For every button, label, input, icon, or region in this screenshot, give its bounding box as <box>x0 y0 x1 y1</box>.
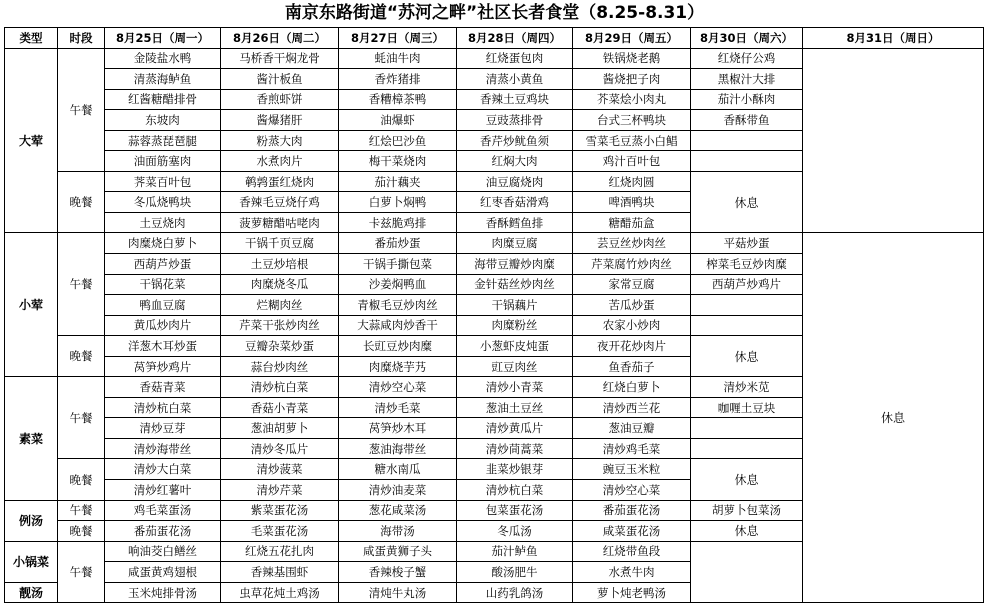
dish-cell: 紫菜蛋花汤 <box>221 500 339 521</box>
dish-cell: 清炒小青菜 <box>457 377 573 398</box>
dish-cell <box>691 418 803 439</box>
dish-cell: 金陵盐水鸭 <box>105 48 221 69</box>
dish-cell: 山药乳鸽汤 <box>457 582 573 603</box>
dish-cell: 蒜蓉蒸琵琶腿 <box>105 130 221 151</box>
dish-cell: 菠萝糖醋咕咾肉 <box>221 212 339 233</box>
dish-cell: 水煮肉片 <box>221 151 339 172</box>
dish-cell: 清炒海带丝 <box>105 438 221 459</box>
rest-cell: 休息 <box>691 521 803 542</box>
category-cell: 大荤 <box>5 48 58 233</box>
dish-cell: 干锅藕片 <box>457 295 573 316</box>
column-header: 8月29日（周五） <box>573 28 691 49</box>
dish-cell: 萝卜炖老鸭汤 <box>573 582 691 603</box>
dish-cell: 清蒸小黄鱼 <box>457 69 573 90</box>
dish-cell: 鸡毛菜蛋汤 <box>105 500 221 521</box>
dish-cell: 香辣土豆鸡块 <box>457 89 573 110</box>
column-header: 8月25日（周一） <box>105 28 221 49</box>
column-header: 时段 <box>58 28 105 49</box>
dish-cell: 水煮牛肉 <box>573 562 691 583</box>
meal-period-cell: 午餐 <box>58 500 105 521</box>
table-row <box>5 28 984 49</box>
dish-cell: 荠菜百叶包 <box>105 171 221 192</box>
dish-cell: 芹菜腐竹炒肉丝 <box>573 254 691 275</box>
dish-cell: 苦瓜炒蛋 <box>573 295 691 316</box>
dish-cell: 清炒茼蒿菜 <box>457 438 573 459</box>
dish-cell: 清炒毛菜 <box>339 397 457 418</box>
dish-cell: 清炒油麦菜 <box>339 480 457 501</box>
dish-cell: 红烧白萝卜 <box>573 377 691 398</box>
table-row <box>5 48 984 69</box>
dish-cell: 葱油豆瓣 <box>573 418 691 439</box>
dish-cell <box>691 315 803 336</box>
meal-period-cell: 午餐 <box>58 541 105 603</box>
dish-cell: 香煎虾饼 <box>221 89 339 110</box>
dish-cell: 鸡汁百叶包 <box>573 151 691 172</box>
dish-cell: 清炒空心菜 <box>573 480 691 501</box>
dish-cell: 干锅手撕包菜 <box>339 254 457 275</box>
dish-cell: 葱油土豆丝 <box>457 397 573 418</box>
dish-cell: 海带豆瓣炒肉糜 <box>457 254 573 275</box>
dish-cell: 黄瓜炒肉片 <box>105 315 221 336</box>
category-cell: 小锅菜 <box>5 541 58 582</box>
dish-cell: 沙姜焖鸭血 <box>339 274 457 295</box>
dish-cell: 干锅花菜 <box>105 274 221 295</box>
dish-cell: 平菇炒蛋 <box>691 233 803 254</box>
dish-cell: 梅干菜烧肉 <box>339 151 457 172</box>
column-header: 8月26日（周二） <box>221 28 339 49</box>
dish-cell: 咖喱土豆块 <box>691 397 803 418</box>
dish-cell: 肉糜烧白萝卜 <box>105 233 221 254</box>
dish-cell: 卡兹脆鸡排 <box>339 212 457 233</box>
table-row <box>5 233 984 254</box>
dish-cell: 胡萝卜包菜汤 <box>691 500 803 521</box>
category-cell: 例汤 <box>5 500 58 541</box>
dish-cell: 清炒红薯叶 <box>105 480 221 501</box>
dish-cell <box>691 130 803 151</box>
dish-cell: 红烩巴沙鱼 <box>339 130 457 151</box>
meal-period-cell: 午餐 <box>58 48 105 171</box>
dish-cell: 莴笋炒木耳 <box>339 418 457 439</box>
dish-cell: 芸豆丝炒肉丝 <box>573 233 691 254</box>
dish-cell: 糖醋茄盒 <box>573 212 691 233</box>
dish-cell: 榨菜毛豆炒肉糜 <box>691 254 803 275</box>
dish-cell: 香芹炒鱿鱼须 <box>457 130 573 151</box>
dish-cell: 番茄蛋花汤 <box>573 500 691 521</box>
dish-cell: 糖水南瓜 <box>339 459 457 480</box>
column-header: 类型 <box>5 28 58 49</box>
dish-cell: 黑椒汁大排 <box>691 69 803 90</box>
dish-cell: 香菇小青菜 <box>221 397 339 418</box>
dish-cell: 鱼香茄子 <box>573 356 691 377</box>
dish-cell: 酱汁板鱼 <box>221 69 339 90</box>
dish-cell: 清炒鸡毛菜 <box>573 438 691 459</box>
category-cell: 靓汤 <box>5 582 58 603</box>
dish-cell: 干锅千页豆腐 <box>221 233 339 254</box>
dish-cell: 清炒西兰花 <box>573 397 691 418</box>
dish-cell: 清蒸海鲈鱼 <box>105 69 221 90</box>
dish-cell: 肉糜粉丝 <box>457 315 573 336</box>
dish-cell <box>691 295 803 316</box>
dish-cell: 白萝卜焖鸭 <box>339 192 457 213</box>
dish-cell: 香炸猪排 <box>339 69 457 90</box>
dish-cell: 茄汁鲈鱼 <box>457 541 573 562</box>
dish-cell: 雪菜毛豆蒸小白鲳 <box>573 130 691 151</box>
meal-period-cell: 晚餐 <box>58 459 105 500</box>
dish-cell: 清炒杭白菜 <box>457 480 573 501</box>
dish-cell: 响油茭白鳝丝 <box>105 541 221 562</box>
rest-cell: 休息 <box>691 171 803 233</box>
category-cell: 小荤 <box>5 233 58 377</box>
dish-cell: 油面筋塞肉 <box>105 151 221 172</box>
dish-cell: 芹菜干张炒肉丝 <box>221 315 339 336</box>
dish-cell: 清炒芹菜 <box>221 480 339 501</box>
dish-cell: 清炒菠菜 <box>221 459 339 480</box>
dish-cell: 西葫芦炒蛋 <box>105 254 221 275</box>
dish-cell: 马桥香干焖龙骨 <box>221 48 339 69</box>
dish-cell: 金针菇丝炒肉丝 <box>457 274 573 295</box>
dish-cell: 家常豆腐 <box>573 274 691 295</box>
dish-cell: 豆瓣杂菜炒蛋 <box>221 336 339 357</box>
dish-cell <box>691 438 803 459</box>
dish-cell: 油爆虾 <box>339 110 457 131</box>
dish-cell: 红烧带鱼段 <box>573 541 691 562</box>
dish-cell: 青椒毛豆炒肉丝 <box>339 295 457 316</box>
dish-cell: 香辣毛豆烧仔鸡 <box>221 192 339 213</box>
dish-cell: 夜开花炒肉片 <box>573 336 691 357</box>
dish-cell: 清炖牛丸汤 <box>339 582 457 603</box>
dish-cell: 肉糜豆腐 <box>457 233 573 254</box>
dish-cell: 清炒冬瓜片 <box>221 438 339 459</box>
dish-cell: 茄汁藕夹 <box>339 171 457 192</box>
dish-cell: 蚝油牛肉 <box>339 48 457 69</box>
column-header: 8月30日（周六） <box>691 28 803 49</box>
dish-cell: 土豆烧肉 <box>105 212 221 233</box>
dish-cell: 番茄蛋花汤 <box>105 521 221 542</box>
dish-cell: 葱油胡萝卜 <box>221 418 339 439</box>
dish-cell: 铁锅烧老鹅 <box>573 48 691 69</box>
dish-cell: 香酥带鱼 <box>691 110 803 131</box>
rest-cell: 休息 <box>691 459 803 500</box>
dish-cell: 冬瓜汤 <box>457 521 573 542</box>
dish-cell: 豌豆玉米粒 <box>573 459 691 480</box>
dish-cell: 香糟樟茶鸭 <box>339 89 457 110</box>
dish-cell: 小葱虾皮炖蛋 <box>457 336 573 357</box>
empty-cell <box>691 541 803 603</box>
category-cell: 素菜 <box>5 377 58 500</box>
dish-cell: 豆豉蒸排骨 <box>457 110 573 131</box>
dish-cell: 清炒杭白菜 <box>105 397 221 418</box>
meal-period-cell: 晚餐 <box>58 171 105 233</box>
meal-period-cell: 午餐 <box>58 377 105 459</box>
dish-cell: 农家小炒肉 <box>573 315 691 336</box>
sunday-rest-cell: 休息 <box>803 233 984 603</box>
dish-cell: 红烧蛋包肉 <box>457 48 573 69</box>
dish-cell: 韭菜炒银芽 <box>457 459 573 480</box>
column-header: 8月31日（周日） <box>803 28 984 49</box>
page-title: 南京东路街道“苏河之畔”社区长者食堂（8.25-8.31） <box>284 3 705 23</box>
dish-cell: 大蒜咸肉炒香干 <box>339 315 457 336</box>
dish-cell: 香辣梭子蟹 <box>339 562 457 583</box>
dish-cell: 酸汤肥牛 <box>457 562 573 583</box>
dish-cell <box>691 151 803 172</box>
dish-cell: 清炒黄瓜片 <box>457 418 573 439</box>
dish-cell: 鸭血豆腐 <box>105 295 221 316</box>
dish-cell: 咸蛋黄鸡翅根 <box>105 562 221 583</box>
dish-cell: 葱花咸菜汤 <box>339 500 457 521</box>
dish-cell: 芥菜烩小肉丸 <box>573 89 691 110</box>
dish-cell: 肉糜烧芋艿 <box>339 356 457 377</box>
dish-cell: 啤酒鸭块 <box>573 192 691 213</box>
dish-cell: 蒜台炒肉丝 <box>221 356 339 377</box>
dish-cell: 香菇青菜 <box>105 377 221 398</box>
dish-cell: 咸菜蛋花汤 <box>573 521 691 542</box>
dish-cell: 红酱糖醋排骨 <box>105 89 221 110</box>
dish-cell: 包菜蛋花汤 <box>457 500 573 521</box>
empty-cell <box>803 48 984 233</box>
dish-cell: 清炒空心菜 <box>339 377 457 398</box>
dish-cell: 红烧仔公鸡 <box>691 48 803 69</box>
menu-table <box>4 27 984 603</box>
dish-cell: 酱烧把子肉 <box>573 69 691 90</box>
dish-cell: 油豆腐烧肉 <box>457 171 573 192</box>
meal-period-cell: 晚餐 <box>58 521 105 542</box>
dish-cell: 豇豆肉丝 <box>457 356 573 377</box>
dish-cell: 肉糜烧冬瓜 <box>221 274 339 295</box>
dish-cell: 冬瓜烧鸭块 <box>105 192 221 213</box>
dish-cell: 咸蛋黄狮子头 <box>339 541 457 562</box>
dish-cell: 海带汤 <box>339 521 457 542</box>
dish-cell: 清炒杭白菜 <box>221 377 339 398</box>
dish-cell: 红焖大肉 <box>457 151 573 172</box>
dish-cell: 西葫芦炒鸡片 <box>691 274 803 295</box>
dish-cell: 粉蒸大肉 <box>221 130 339 151</box>
dish-cell: 清炒大白菜 <box>105 459 221 480</box>
dish-cell: 鹌鹑蛋红烧肉 <box>221 171 339 192</box>
dish-cell: 葱油海带丝 <box>339 438 457 459</box>
dish-cell: 台式三杯鸭块 <box>573 110 691 131</box>
dish-cell: 土豆炒培根 <box>221 254 339 275</box>
dish-cell: 莴笋炒鸡片 <box>105 356 221 377</box>
dish-cell: 红枣香菇滑鸡 <box>457 192 573 213</box>
dish-cell: 香酥鳕鱼排 <box>457 212 573 233</box>
dish-cell: 洋葱木耳炒蛋 <box>105 336 221 357</box>
rest-cell: 休息 <box>691 336 803 377</box>
dish-cell: 红烧五花扎肉 <box>221 541 339 562</box>
dish-cell: 香辣基围虾 <box>221 562 339 583</box>
column-header: 8月28日（周四） <box>457 28 573 49</box>
dish-cell: 长豇豆炒肉糜 <box>339 336 457 357</box>
meal-period-cell: 午餐 <box>58 233 105 336</box>
dish-cell: 番茄炒蛋 <box>339 233 457 254</box>
dish-cell: 红烧肉圆 <box>573 171 691 192</box>
dish-cell: 茄汁小酥肉 <box>691 89 803 110</box>
dish-cell: 虫草花炖土鸡汤 <box>221 582 339 603</box>
dish-cell: 烂糊肉丝 <box>221 295 339 316</box>
dish-cell: 酱爆猪肝 <box>221 110 339 131</box>
dish-cell: 清炒豆芽 <box>105 418 221 439</box>
dish-cell: 东坡肉 <box>105 110 221 131</box>
dish-cell: 玉米炖排骨汤 <box>105 582 221 603</box>
meal-period-cell: 晚餐 <box>58 336 105 377</box>
column-header: 8月27日（周三） <box>339 28 457 49</box>
dish-cell: 清炒米苋 <box>691 377 803 398</box>
dish-cell: 毛菜蛋花汤 <box>221 521 339 542</box>
